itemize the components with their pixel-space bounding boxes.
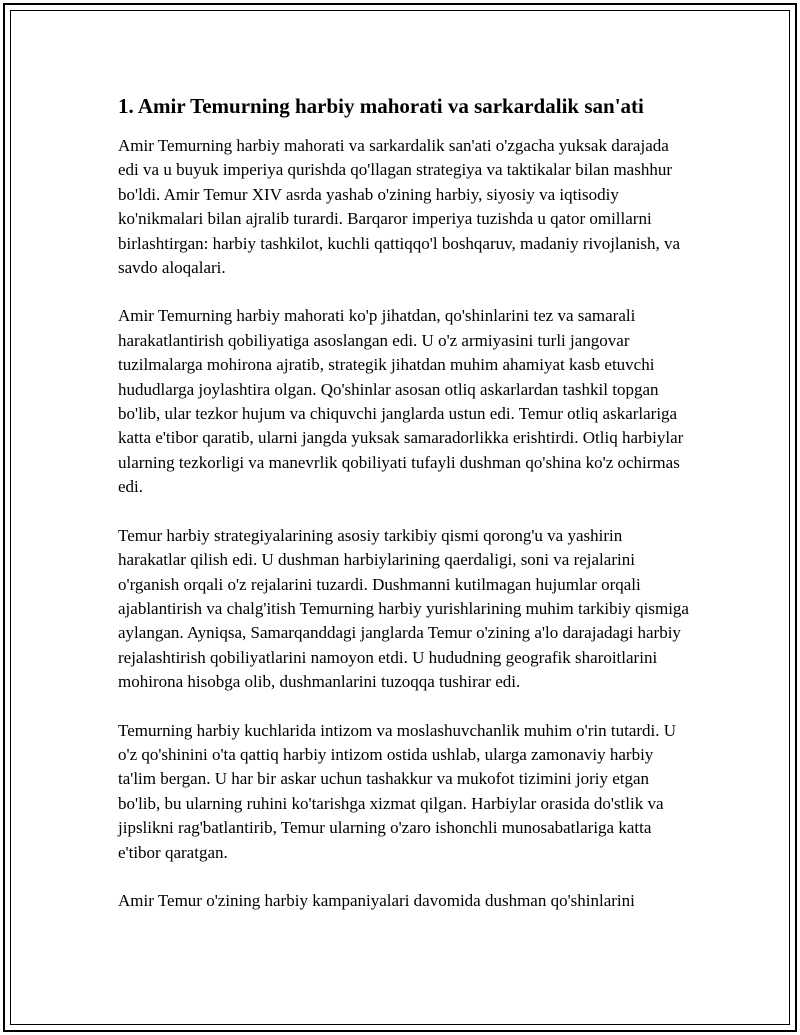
paragraph-5: Amir Temur o'zining harbiy kampaniyalari davomida dushman qo'shinlarini [118,890,635,910]
paragraph-3: Temur harbiy strategiyalarining asosiy tarkibiy qismi qorong'u va yashirin harakatlar qilish edi. U dushman harbiylarining qaerdaligi, soni va rejalarini o'rganish orqali o'z rejalarini tuzardi. Dushmanni kutilmagan hujumlar orqali ajablantirish va chalg'itish Temurning harbiy yurishlarining muhim tarkibiy qismiga aylangan. Ayniqsa, Samarqanddagi janglarda Temur o'zining a'lo darajadagi harbiy rejalashtirish qobiliyatlarini namoyon etdi. U hududning geografik sharoitlarini mohirona hisobga olib, dushmanlarini tuzoqqa tushirar edi. [118,525,689,692]
paragraph-1: Amir Temurning harbiy mahorati va sarkardalik san'ati o'zgacha yuksak darajada edi va u buyuk imperiya qurishda qo'llagan strategiya va taktikalar bilan mashhur bo'ldi. Amir Temur XIV asrda yashab o'zining harbiy, siyosiy va iqtisodiy ko'nikmalari bilan ajralib turardi. Barqaror imperiya tuzishda u qator omillarni birlashtirgan: harbiy tashkilot, kuchli qattiqqo'l boshqaruv, madaniy rivojlanish, va savdo aloqalari. [118,136,681,278]
section-heading: 1. Amir Temurning harbiy mahorati va sarkardalik san'ati [118,94,644,118]
document-body [118,92,693,937]
paragraph-4: Temurning harbiy kuchlarida intizom va moslashuvchanlik muhim o'rin tutardi. U o'z qo'shinini o'ta qattiq harbiy intizom ostida ushlab, ularga zamonaviy harbiy ta'lim bergan. U har bir askar uchun tashakkur va mukofot tizimini joriy etgan bo'lib, bu ularning ruhini ko'tarishga xizmat qilgan. Harbiylar orasida do'stlik va jipslikni rag'batlantirib, Temur ularning o'zaro ishonchli munosabatlariga katta e'tibor qaratgan. [118,720,677,862]
paragraph-2: Amir Temurning harbiy mahorati ko'p jihatdan, qo'shinlarini tez va samarali harakatlantirish qobiliyatiga asoslangan edi. U o'z armiyasini turli jangovar tuzilmalarga mohirona ajratib, strategik jihatdan muhim ahamiyat kasb etuvchi hududlarga joylashtira olgan. Qo'shinlar asosan otliq askarlardan tashkil topgan bo'lib, ular tezkor hujum va chiquvchi janglarda ustun edi. Temur otliq askarlariga katta e'tibor qaratib, ularni jangda yuksak samaradorlikka erishtirdi. Otliq harbiylar ularning tezkorligi va manevrlik qobiliyati tufayli dushman qo'shina ko'z ochirmas edi. [118,306,684,497]
